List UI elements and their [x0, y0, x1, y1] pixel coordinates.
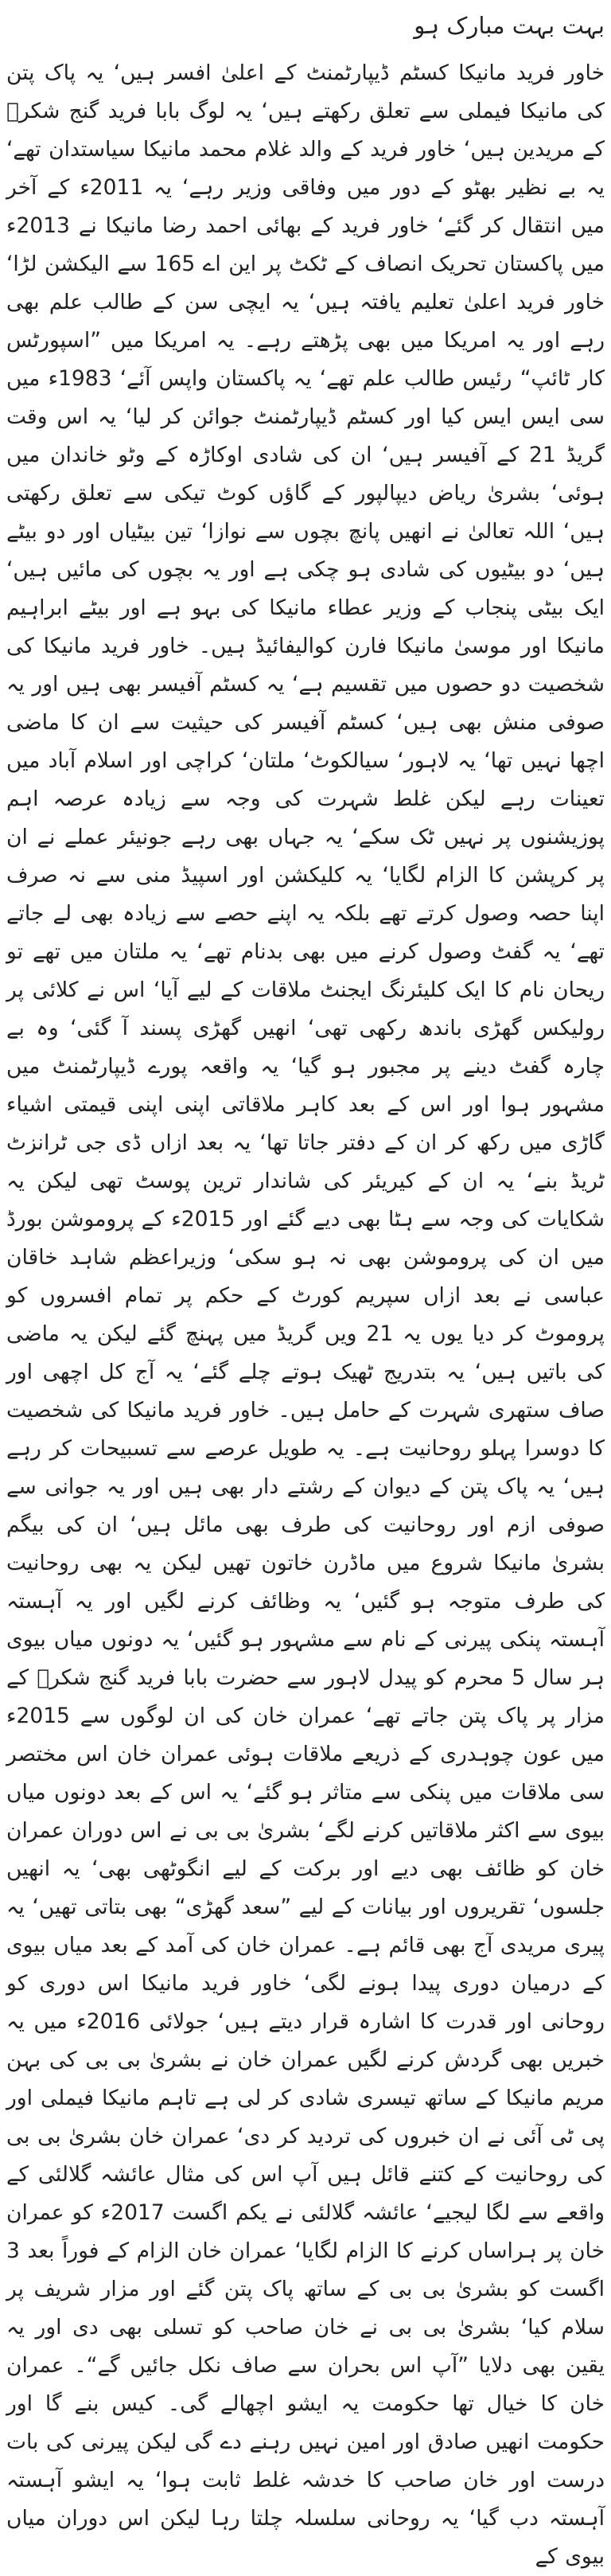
article-heading: بہت بہت مبارک ہو: [414, 12, 605, 39]
article-body: خاور فرید مانیکا کسٹم ڈیپارٹمنٹ کے اعلیٰ افسر ہیں‘ یہ پاک پتن کی مانیکا فیملی سے تعلق رکھتے ہیں‘ یہ لوگ بابا فرید گنج شکرؒ کے مریدین ہیں‘ خاور فرید کے والد غلام محمد مانیکا سیاستدان تھے‘ یہ بے نظیر بھٹو کے دور میں وفاقی وزیر رہے‘ یہ 2011ء کے آخر میں انتقال کر گئے‘ خاور فرید کے بھائی احمد رضا مانیکا نے 2013ء میں پاکستان تحریک انصاف کے ٹکٹ پر این اے 165 سے الیکشن لڑا‘ خاور فرید اعلیٰ تعلیم یافتہ ہیں‘ یہ ایچی سن کے طالب علم بھی رہے اور یہ امریکا میں بھی پڑھتے رہے۔ یہ امریکا میں ”اسپورٹس کار ٹائپ“ رئیس طالب علم تھے‘ یہ پاکستان واپس آئے‘ 1983ء میں سی ایس ایس کیا اور کسٹم ڈیپارٹمنٹ جوائن کر لیا‘ یہ اس وقت گریڈ 21 کے آفیسر ہیں‘ ان کی شادی اوکاڑہ کے وٹو خاندان میں ہوئی‘ بشریٰ ریاض دیپالپور کے گاؤں کوٹ تیکی سے تعلق رکھتی ہیں‘ اللہ تعالیٰ نے انھیں پانچ بچوں سے نوازا‘ تین بیٹیاں اور دو بیٹے ہیں‘ دو بیٹیوں کی شادی ہو چکی ہے اور یہ بچوں کی مائیں ہیں‘ ایک بیٹی پنجاب کے وزیر عطاء مانیکا کی بہو ہے اور بیٹے ابراہیم مانیکا اور موسیٰ مانیکا فارن کوالیفائیڈ ہیں۔ خاور فرید مانیکا کی شخصیت دو حصوں میں تقسیم ہے‘ یہ کسٹم آفیسر بھی ہیں اور یہ صوفی منش بھی ہیں‘ کسٹم آفیسر کی حیثیت سے ان کا ماضی اچھا نہیں تھا‘ یہ لاہور‘ سیالکوٹ‘ ملتان‘ کراچی اور اسلام آباد میں تعینات رہے لیکن غلط شہرت کی وجہ سے زیادہ عرصہ اہم پوزیشنوں پر نہیں ٹک سکے‘ یہ جہاں بھی رہے جونیئر عملے نے ان پر کرپشن کا الزام لگایا‘ یہ کلیکشن اور اسپیڈ منی سے نہ صرف اپنا حصہ وصول کرتے تھے بلکہ یہ اپنے حصے سے زیادہ بھی لے جاتے تھے‘ یہ گفٹ وصول کرنے میں بھی بدنام تھے‘ یہ ملتان میں تھے تو ریحان نام کا ایک کلیئرنگ ایجنٹ ملاقات کے لیے آیا‘ اس نے کلائی پر رولیکس گھڑی باندھ رکھی تھی‘ انھیں گھڑی پسند آ گئی‘ وہ بے چارہ گفٹ دینے پر مجبور ہو گیا‘ یہ واقعہ پورے ڈیپارٹمنٹ میں مشہور ہوا اور اس کے بعد کاہر ملاقاتی اپنی اپنی قیمتی اشیاء گاڑی میں رکھ کر ان کے دفتر جاتا تھا‘ یہ بعد ازاں ڈی جی ٹرانزٹ ٹریڈ بنے‘ یہ ان کے کیریئر کی شاندار ترین پوسٹ تھی لیکن یہ شکایات کی وجہ سے ہٹا بھی دیے گئے اور 2015ء کے پروموشن بورڈ میں ان کی پروموشن بھی نہ ہو سکی‘ وزیراعظم شاہد خاقان عباسی نے بعد ازاں سپریم کورٹ کے حکم پر تمام افسروں کو پروموٹ کر دیا یوں یہ 21 ویں گریڈ میں پہنچ گئے لیکن یہ ماضی کی باتیں ہیں‘ یہ بتدریج ٹھیک ہوتے چلے گئے‘ یہ آج کل اچھی اور صاف ستھری شہرت کے حامل ہیں۔ خاور فرید مانیکا کی شخصیت کا دوسرا پہلو روحانیت ہے۔ یہ طویل عرصے سے تسبیحات کر رہے ہیں‘ یہ پاک پتن کے دیوان کے رشتے دار بھی ہیں اور یہ جوانی سے صوفی ازم اور روحانیت کی طرف بھی مائل ہیں‘ ان کی بیگم بشریٰ مانیکا شروع میں ماڈرن خاتون تھیں لیکن یہ بھی روحانیت کی طرف متوجہ ہو گئیں‘ یہ وظائف کرنے لگیں اور یہ آہستہ آہستہ پنکی پیرنی کے نام سے مشہور ہو گئیں‘ یہ دونوں میاں بیوی ہر سال 5 محرم کو پیدل لاہور سے حضرت بابا فرید گنج شکرؒ کے مزار پر پاک پتن جاتے تھے‘ عمران خان کی ان لوگوں سے 2015ء میں عون چوہدری کے ذریعے ملاقات ہوئی عمران خان اس مختصر سی ملاقات میں پنکی سے متاثر ہو گئے‘ یہ اس کے بعد دونوں میاں بیوی سے اکثر ملاقاتیں کرنے لگے‘ بشریٰ بی بی نے اس دوران عمران خان کو ظائف بھی دیے اور برکت کے لیے انگوٹھی بھی‘ یہ انھیں جلسوں‘ تقریروں اور بیانات کے لیے ”سعد گھڑی“ بھی بتاتی تھیں‘ یہ پیری مریدی آج بھی قائم ہے۔ عمران خان کی آمد کے بعد میاں بیوی کے درمیان دوری پیدا ہونے لگی‘ خاور فرید مانیکا اس دوری کو روحانی اور قدرت کا اشارہ قرار دیتے ہیں‘ جولائی 2016ء میں یہ خبریں بھی گردش کرنے لگیں عمران خان نے بشریٰ بی بی کی بہن مریم مانیکا کے ساتھ تیسری شادی کر لی ہے تاہم مانیکا فیملی اور پی ٹی آئی نے ان خبروں کی تردید کر دی‘ عمران خان بشریٰ بی بی کی روحانیت کے کتنے قائل ہیں آپ اس کی مثال عائشہ گلالئی کے واقعے سے لگا لیجیے‘ عائشہ گلالئی نے یکم اگست 2017ء کو عمران خان پر ہراساں کرنے کا الزام لگایا‘ عمران خان الزام کے فوراً بعد 3 اگست کو بشریٰ بی بی کے ساتھ پاک پتن گئے اور مزار شریف پر سلام کیا‘ بشریٰ بی بی نے خان صاحب کو تسلی بھی دی اور یہ یقین بھی دلایا ”آپ اس بحران سے صاف نکل جائیں گے“۔ عمران خان کا خیال تھا حکومت یہ ایشو اچھالے گی۔ کیس بنے گا اور حکومت انھیں صادق اور امین نہیں رہنے دے گی لیکن پیرنی کی بات درست اور خان صاحب کا خدشہ غلط ثابت ہوا‘ یہ ایشو آہستہ آہستہ دب گیا‘ یہ روحانی سلسلہ چلتا رہا لیکن اس دوران میاں بیوی کے: [6, 60, 605, 2569]
